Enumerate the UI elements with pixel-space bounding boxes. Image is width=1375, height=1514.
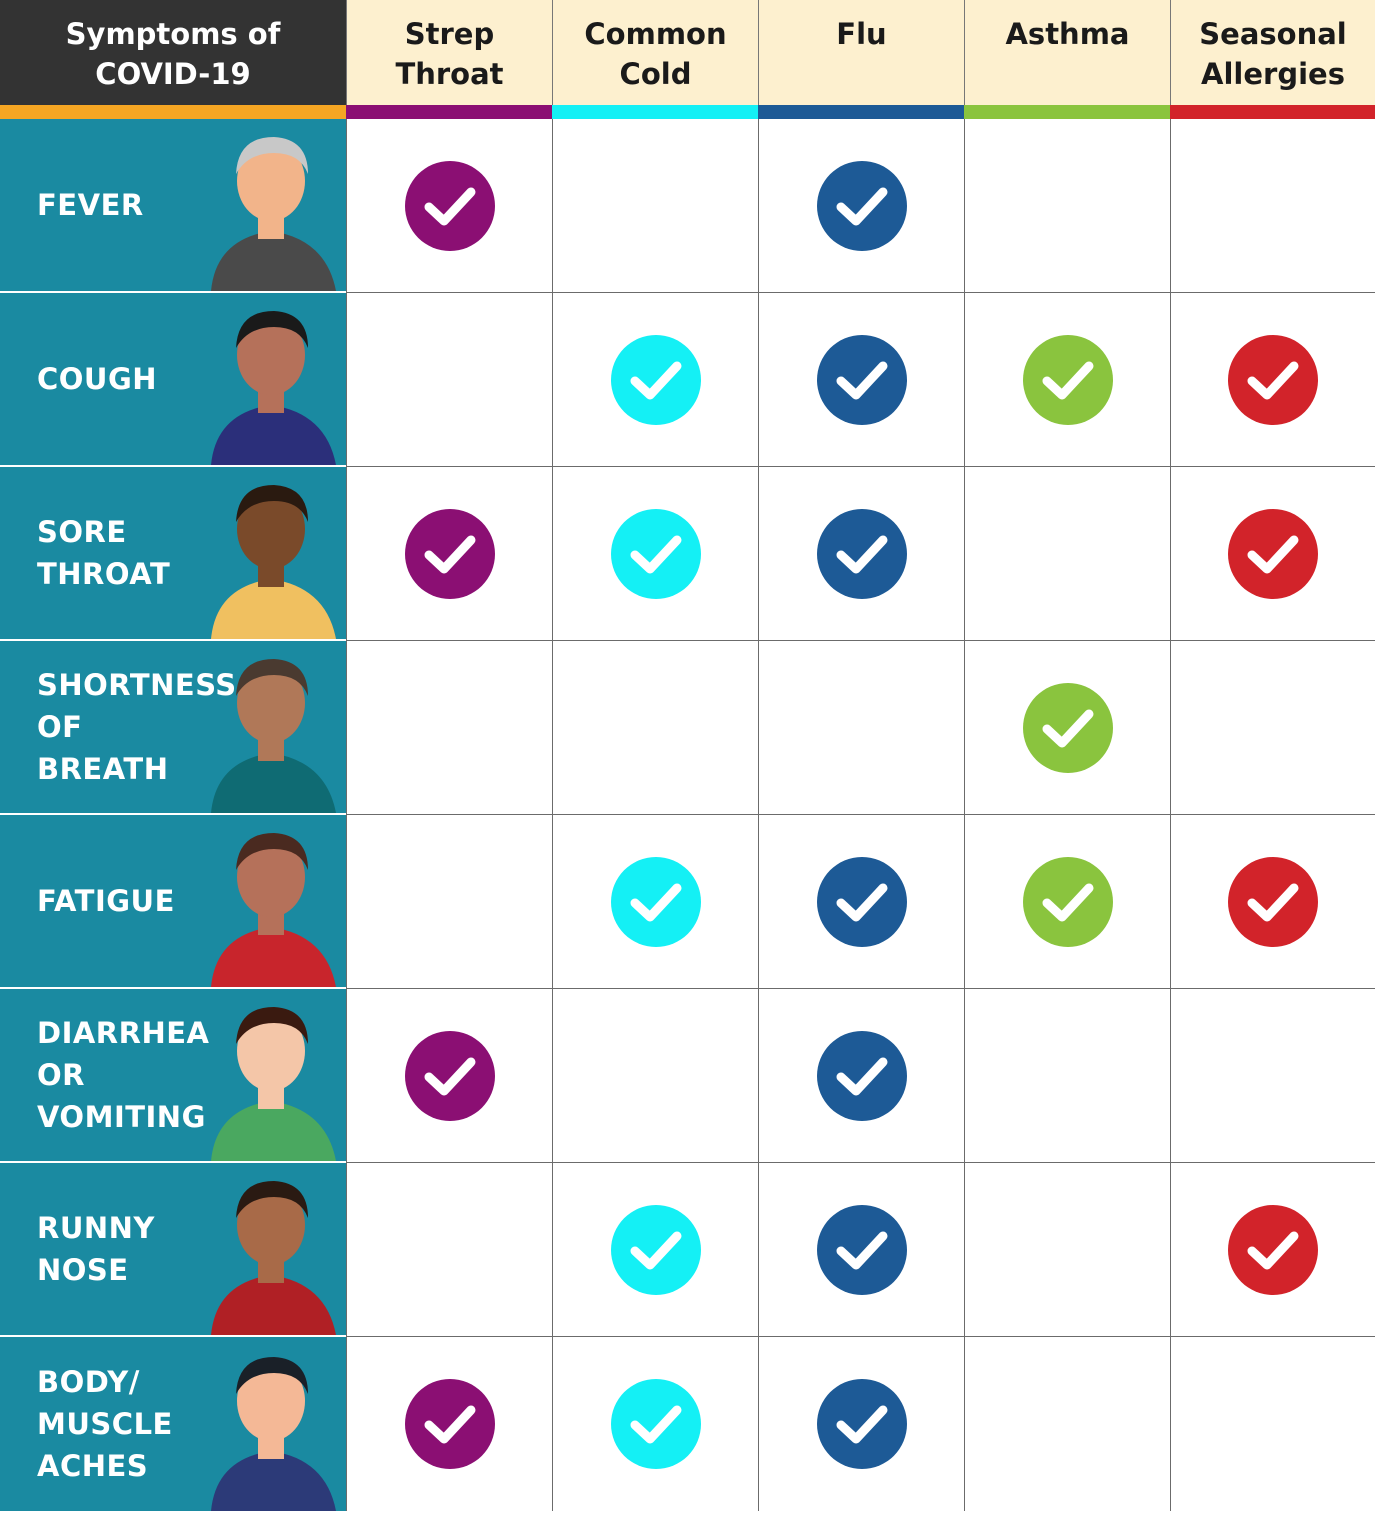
- header-strep-throat: [346, 0, 552, 105]
- table-cell: [758, 641, 964, 815]
- check-icon: [1023, 683, 1113, 773]
- table-cell: [346, 641, 552, 815]
- table-cell: [758, 1337, 964, 1511]
- header-label-line2: Allergies: [1201, 57, 1345, 91]
- header-label-line1: Strep: [404, 17, 495, 51]
- header-label-line2: Throat: [395, 57, 504, 91]
- table-cell: [758, 989, 964, 1163]
- check-icon: [1023, 335, 1113, 425]
- table-cell: [552, 119, 758, 293]
- symptom-label: [37, 358, 217, 400]
- symptom-label-line: NOSE: [37, 1253, 129, 1287]
- symptom-label-line: FATIGUE: [37, 884, 175, 918]
- check-icon: [611, 1379, 701, 1469]
- table-cell: [1170, 1163, 1375, 1337]
- table-cell: [552, 467, 758, 641]
- table-cell: [758, 467, 964, 641]
- symptom-label-line: RUNNY: [37, 1211, 155, 1245]
- header-symptoms-line1: Symptoms of: [65, 17, 281, 51]
- check-icon: [817, 857, 907, 947]
- table-cell: [346, 1337, 552, 1511]
- symptom-cell: [0, 1163, 346, 1337]
- symptom-label: [37, 664, 237, 790]
- check-icon: [611, 509, 701, 599]
- header-common-cold: [552, 0, 758, 105]
- check-icon: [405, 1031, 495, 1121]
- header-flu: [758, 0, 964, 105]
- table-cell: [346, 119, 552, 293]
- check-icon: [817, 161, 907, 251]
- symptom-label: [37, 511, 217, 595]
- check-icon: [611, 857, 701, 947]
- check-icon: [817, 1379, 907, 1469]
- symptom-label: [37, 1361, 217, 1487]
- header-label-line1: Asthma: [1005, 17, 1130, 51]
- table-cell: [552, 641, 758, 815]
- check-icon: [405, 1379, 495, 1469]
- header-strip-common-cold: [552, 105, 758, 119]
- table-cell: [346, 815, 552, 989]
- header-symptoms-line2: COVID-19: [95, 57, 251, 91]
- header-strip-flu: [758, 105, 964, 119]
- symptom-cell: [0, 1337, 346, 1511]
- symptom-label: [37, 880, 217, 922]
- header-strip-strep-throat: [346, 105, 552, 119]
- symptom-label-line: ACHES: [37, 1449, 149, 1483]
- header-strip-covid: [0, 105, 346, 119]
- table-cell: [964, 641, 1170, 815]
- header-asthma: [964, 0, 1170, 105]
- table-cell: [758, 293, 964, 467]
- check-icon: [405, 509, 495, 599]
- check-icon: [405, 161, 495, 251]
- table-cell: [964, 1163, 1170, 1337]
- header-label-line2: Cold: [619, 57, 692, 91]
- table-cell: [1170, 1337, 1375, 1511]
- symptom-label-line: VOMITING: [37, 1100, 206, 1134]
- table-cell: [1170, 989, 1375, 1163]
- table-cell: [964, 293, 1170, 467]
- symptom-label-line: THROAT: [37, 557, 171, 591]
- check-icon: [817, 509, 907, 599]
- symptom-cell: [0, 641, 346, 815]
- table-cell: [964, 1337, 1170, 1511]
- check-icon: [817, 1205, 907, 1295]
- symptom-cell: [0, 467, 346, 641]
- symptom-label-line: BODY/: [37, 1365, 140, 1399]
- symptom-cell: [0, 815, 346, 989]
- symptom-cell: [0, 989, 346, 1163]
- table-cell: [346, 989, 552, 1163]
- table-cell: [346, 467, 552, 641]
- check-icon: [1228, 857, 1318, 947]
- table-cell: [964, 119, 1170, 293]
- table-cell: [552, 989, 758, 1163]
- table-cell: [552, 815, 758, 989]
- symptom-label: [37, 1207, 217, 1291]
- check-icon: [817, 1031, 907, 1121]
- table-cell: [1170, 467, 1375, 641]
- table-cell: [758, 1163, 964, 1337]
- table-cell: [1170, 293, 1375, 467]
- table-cell: [552, 293, 758, 467]
- check-icon: [817, 335, 907, 425]
- check-icon: [1228, 335, 1318, 425]
- table-cell: [346, 1163, 552, 1337]
- symptom-label-line: OF BREATH: [37, 710, 169, 786]
- table-cell: [346, 293, 552, 467]
- symptom-label-line: SORE: [37, 515, 127, 549]
- check-icon: [1023, 857, 1113, 947]
- symptom-cell: [0, 293, 346, 467]
- table-cell: [964, 467, 1170, 641]
- header-strip-seasonal-allergies: [1170, 105, 1375, 119]
- symptom-label-line: SHORTNESS: [37, 668, 237, 702]
- symptom-cell: [0, 119, 346, 293]
- table-cell: [964, 989, 1170, 1163]
- header-label-line1: Seasonal: [1199, 17, 1347, 51]
- header-seasonal-allergies: [1170, 0, 1375, 105]
- table-cell: [1170, 119, 1375, 293]
- table-cell: [964, 815, 1170, 989]
- symptom-label-line: DIARRHEA: [37, 1016, 210, 1050]
- table-cell: [1170, 641, 1375, 815]
- table-cell: [758, 119, 964, 293]
- symptom-label: [37, 184, 217, 226]
- check-icon: [611, 1205, 701, 1295]
- check-icon: [1228, 509, 1318, 599]
- symptom-label-line: COUGH: [37, 362, 158, 396]
- header-label-line1: Common: [584, 17, 727, 51]
- symptom-label-line: OR: [37, 1058, 85, 1092]
- table-cell: [1170, 815, 1375, 989]
- symptom-label-line: MUSCLE: [37, 1407, 173, 1441]
- header-strip-asthma: [964, 105, 1170, 119]
- header-symptoms-of-covid: [0, 0, 346, 105]
- header-label-line1: Flu: [836, 17, 887, 51]
- table-cell: [758, 815, 964, 989]
- symptom-label: [37, 1012, 217, 1138]
- check-icon: [1228, 1205, 1318, 1295]
- symptom-label-line: FEVER: [37, 188, 144, 222]
- table-cell: [552, 1337, 758, 1511]
- table-cell: [552, 1163, 758, 1337]
- check-icon: [611, 335, 701, 425]
